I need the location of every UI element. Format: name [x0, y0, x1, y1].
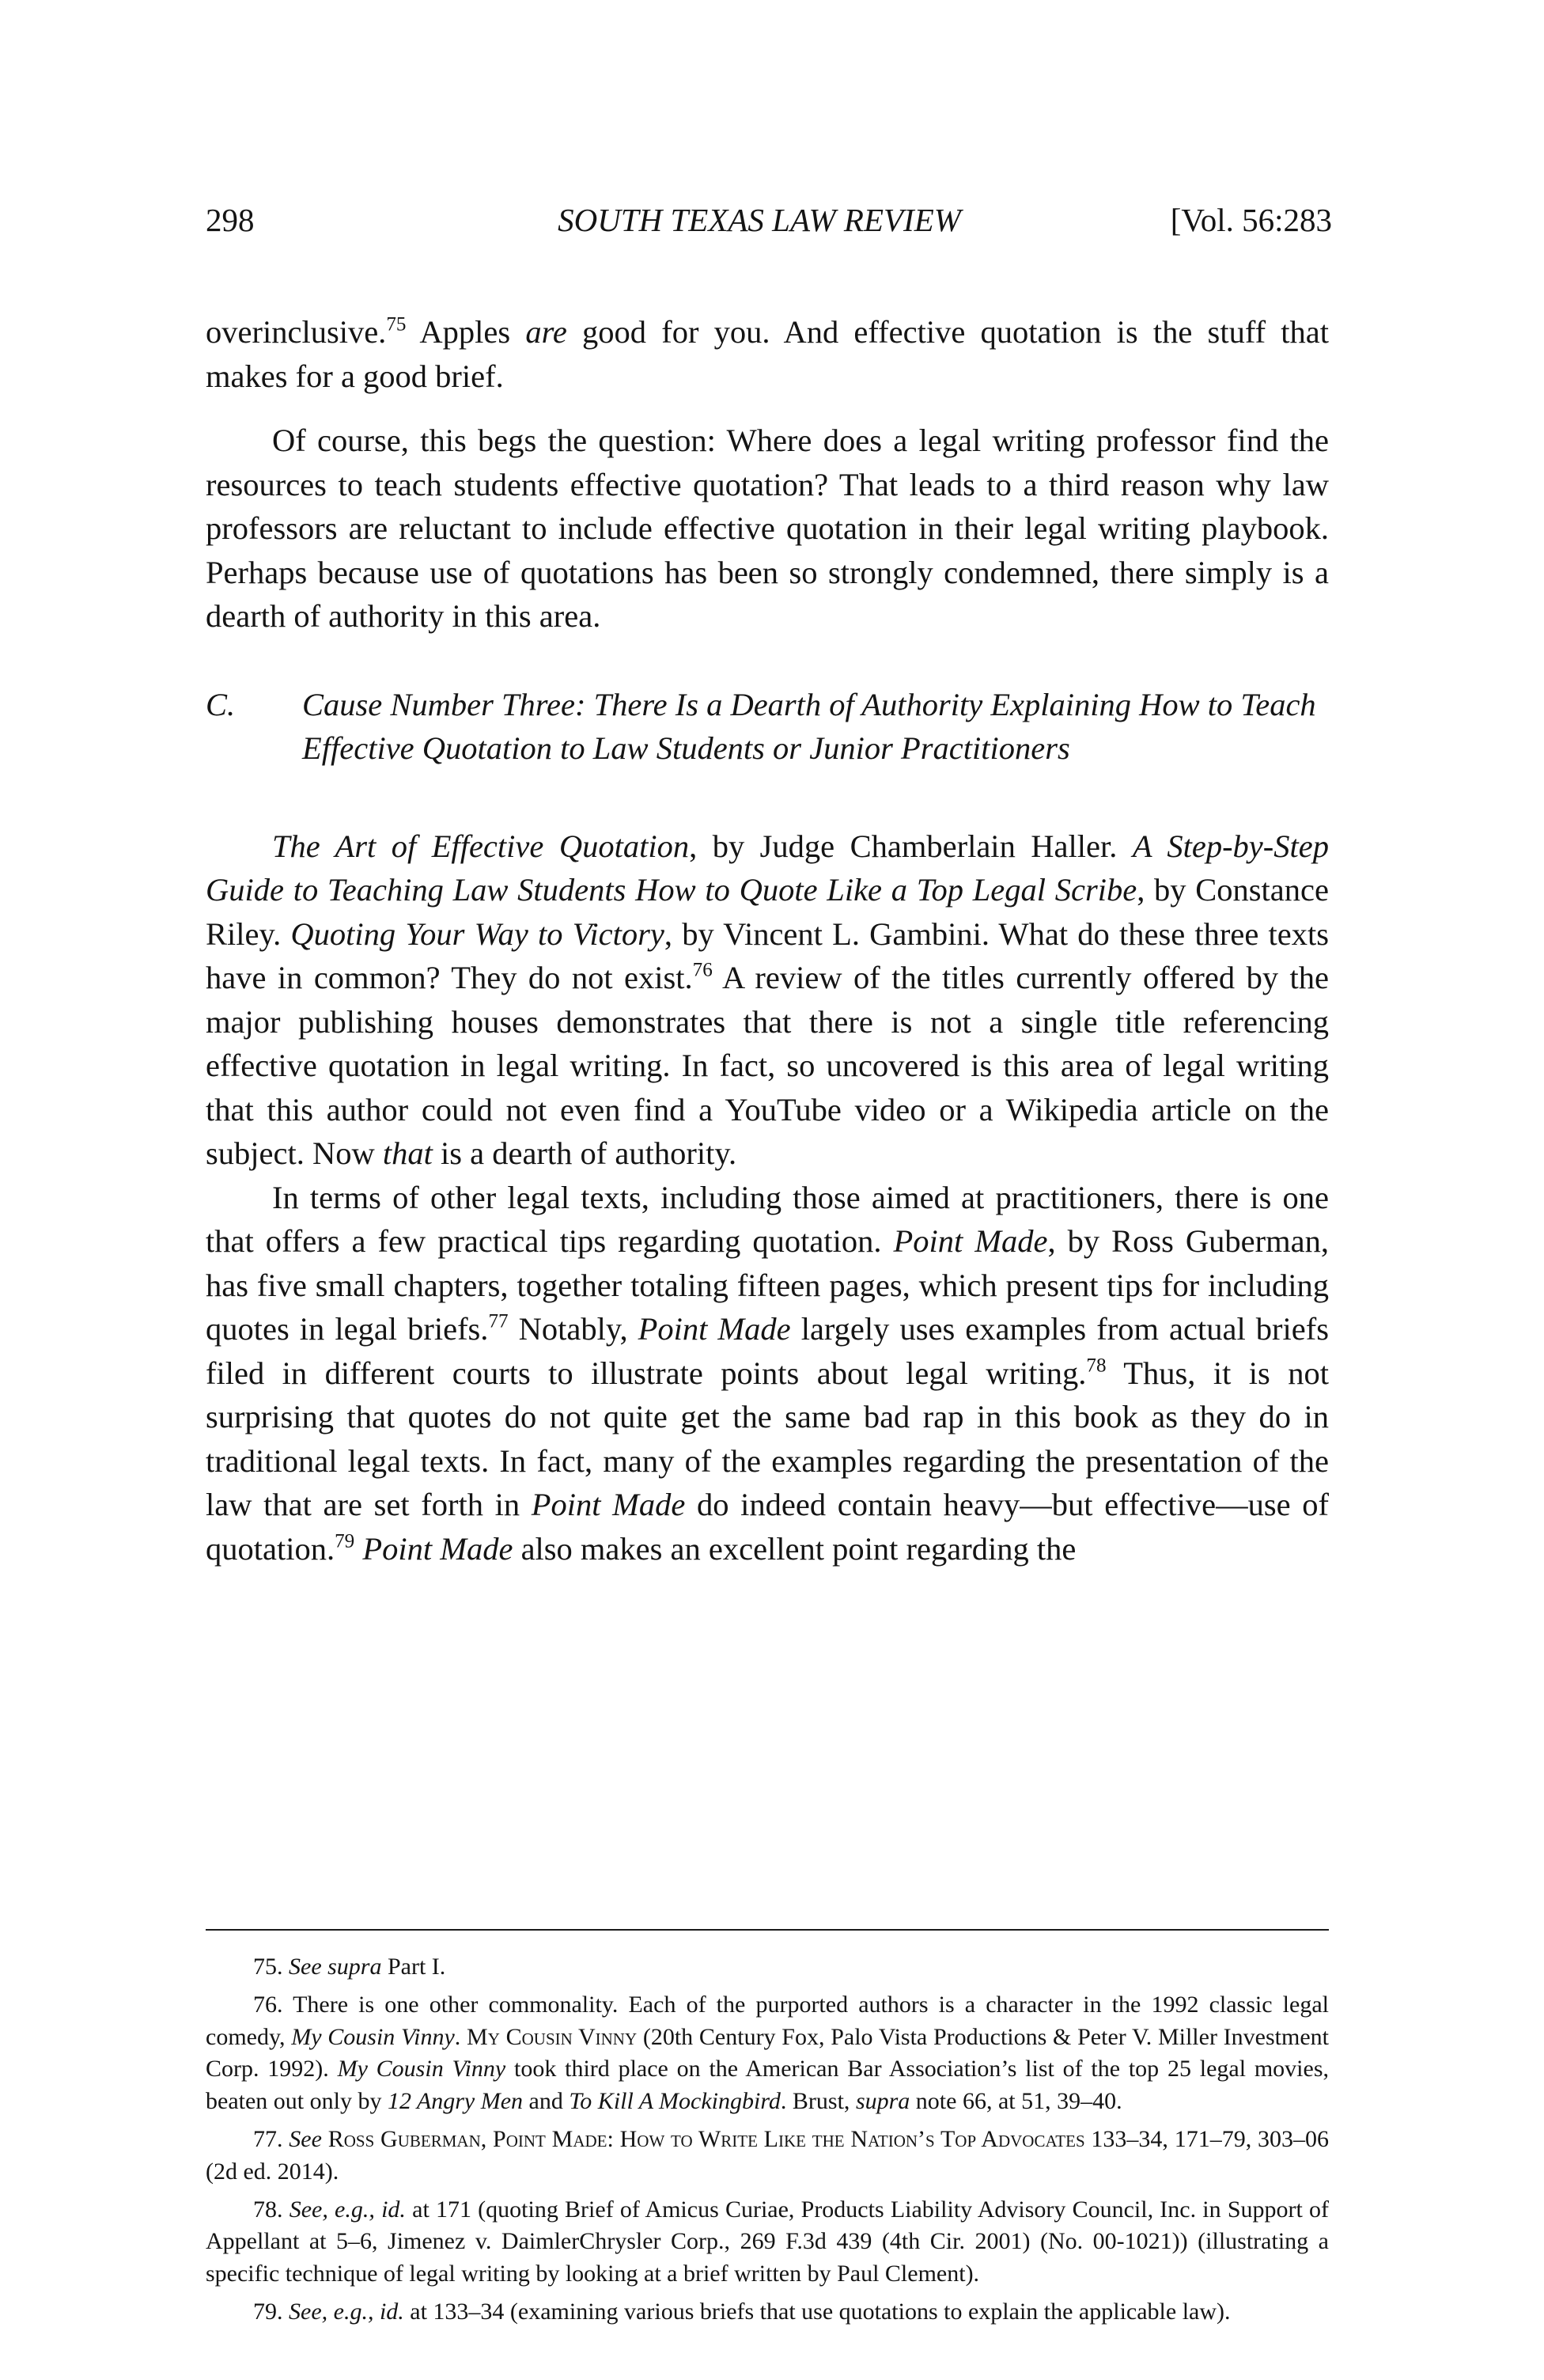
text-run: note 66, at 51, 39–40. [910, 2088, 1122, 2115]
footnotes [206, 1951, 1329, 2334]
text-run: Part I. [381, 1954, 446, 1980]
signal: See, e.g., id. [289, 2298, 404, 2325]
signal: See, e.g., id. [289, 2196, 406, 2223]
footnote-number: 77. [253, 2125, 283, 2152]
book-title: A Step-by-Step Guide to Teaching Law Students How to Quote Like a Top Legal Scribe [206, 828, 1329, 908]
section-title: Cause Number Three: There Is a Dearth of Authority Explaining How to Teach Effective Quotation to Law Students or Junior Practitioners [302, 686, 1316, 766]
text-run: good for you. And effective quotation is the stuff that makes for a good brief. [206, 314, 1329, 394]
text-run: , by Vincent L. Gambini. What do these three texts have in common? They do not exist. [206, 915, 1329, 995]
text-run: largely uses examples from actual briefs filed in different courts to illustrate points about legal writing. [206, 1311, 1329, 1391]
book-title: Quoting Your Way to Victory [290, 915, 664, 952]
text-run: overinclusive. [206, 314, 387, 350]
volume-citation: [Vol. 56:283 [1170, 202, 1332, 238]
text-run: at 133–34 (examining various briefs that use quotations to explain the applicable law). [403, 2298, 1231, 2325]
text-run: 133–34, 171–79, 303–06 (2d ed. 2014). [206, 2125, 1330, 2185]
text-run: , by Constance Riley. [206, 872, 1329, 952]
text-run [354, 1531, 362, 1567]
footnote-76 [206, 1989, 1329, 2118]
running-header [0, 195, 1544, 245]
text-run: There is one other commonality. Each of the purported authors is a character in the 1992 classic legal comedy, [206, 1991, 1329, 2050]
text-run: In terms of other legal texts, including those aimed at practitioners, there is one that offers a few practical tips regarding quotation. [206, 1179, 1329, 1259]
section-heading [206, 683, 1329, 771]
text-run: . Brust, [780, 2088, 856, 2115]
book-title: Point Made [531, 1487, 686, 1522]
footnote-ref-78: 78 [1086, 1354, 1107, 1376]
section-letter: C. [206, 686, 236, 722]
text-run: (20th Century Fox, Palo Vista Productions & Peter V. Miller Investment Corp. 1992). [206, 2023, 1329, 2082]
text-run: A review of the titles currently offered by the major publishing houses demonstrates that there is not a single title referencing effective quotation in legal writing. In fact, so uncovered is this area of legal writing that this author could not even find a YouTube video or a Wikipedia article on the subject. Now [206, 960, 1329, 1171]
film-title: My Cousin Vinny [337, 2056, 506, 2082]
text-run: also makes an excellent point regarding the [513, 1530, 1077, 1567]
film-title-smallcaps: My Cousin Vinny [467, 2023, 638, 2050]
footnote-number: 79. [253, 2298, 283, 2325]
footnote-number: 75. [253, 1954, 283, 1980]
emphasis: that [382, 1135, 433, 1171]
book-title: Point Made [362, 1530, 513, 1567]
journal-title: SOUTH TEXAS LAW REVIEW [558, 202, 961, 238]
signal: See [289, 2125, 322, 2152]
footnote-79 [206, 2296, 1329, 2329]
footnote-divider [206, 1929, 1329, 1931]
footnote-ref-75: 75 [386, 313, 407, 335]
paragraph-2: Of course, this begs the question: Where does a legal writing professor find the resources to teach students effective quotation? That leads to a third reason why law professors are reluctant to include effective quotation in their legal writing playbook. Perhaps because use of quotations has been so strongly condemned, there simply is a dearth of authority in this area. [206, 423, 1329, 634]
paragraph-4 [206, 1176, 1329, 1571]
paragraph-3 [206, 824, 1329, 1176]
book-citation-smallcaps: Ross Guberman, Point Made: How to Write Like the Nation’s Top Advocates [327, 2125, 1085, 2152]
text-run: took third place on the American Bar Association’s list of the top 25 legal movies, beaten out only by [206, 2056, 1330, 2115]
book-title: Point Made [893, 1223, 1048, 1259]
signal: supra [855, 2088, 910, 2115]
text-run: , by Judge Chamberlain Haller. [689, 828, 1133, 864]
paragraph-1 [206, 310, 1329, 398]
film-title: My Cousin Vinny [291, 2023, 455, 2050]
footnote-77 [206, 2124, 1329, 2189]
signal: See supra [289, 1954, 382, 1980]
footnote-ref-77: 77 [488, 1310, 509, 1332]
film-title: To Kill A Mockingbird [569, 2088, 781, 2115]
text-run: and [523, 2088, 570, 2115]
footnote-number: 78. [253, 2196, 283, 2223]
text-run: . [454, 2023, 467, 2050]
text-run: Notably, [508, 1311, 638, 1347]
film-title: 12 Angry Men [387, 2088, 524, 2115]
text-run: Thus, it is not surprising that quotes do not quite get the same bad rap in this book as they do in traditional legal texts. In fact, many of the examples regarding the presentation of the law that are set forth in [206, 1355, 1329, 1522]
footnote-ref-76: 76 [692, 959, 713, 981]
body-text [206, 310, 1329, 1571]
book-title: The Art of Effective Quotation [272, 828, 690, 864]
text-run: Apples [406, 314, 526, 350]
footnote-number: 76. [253, 1991, 283, 2018]
text-run: do indeed contain heavy—but effective—use of quotation. [206, 1487, 1329, 1567]
footnote-75 [206, 1951, 1329, 1984]
emphasis: are [525, 314, 567, 350]
text-run: , by Ross Guberman, has five small chapters, together totaling fifteen pages, which present tips for including quotes in legal briefs. [206, 1223, 1329, 1347]
text-run: at 171 (quoting Brief of Amicus Curiae, Products Liability Advisory Council, Inc. in Support of Appellant at 5–6, Jimenez v. DaimlerChrysler Corp., 269 F.3d 439 (4th Cir. 2001) (No. 00-1021)) (illustrating a specific technique of legal writing by looking at a brief written by Paul Clement). [206, 2196, 1330, 2287]
text-run: is a dearth of authority. [432, 1135, 737, 1171]
footnote-ref-79: 79 [335, 1529, 355, 1552]
footnote-78 [206, 2194, 1329, 2291]
book-title: Point Made [638, 1311, 791, 1347]
page-number: 298 [206, 202, 255, 238]
